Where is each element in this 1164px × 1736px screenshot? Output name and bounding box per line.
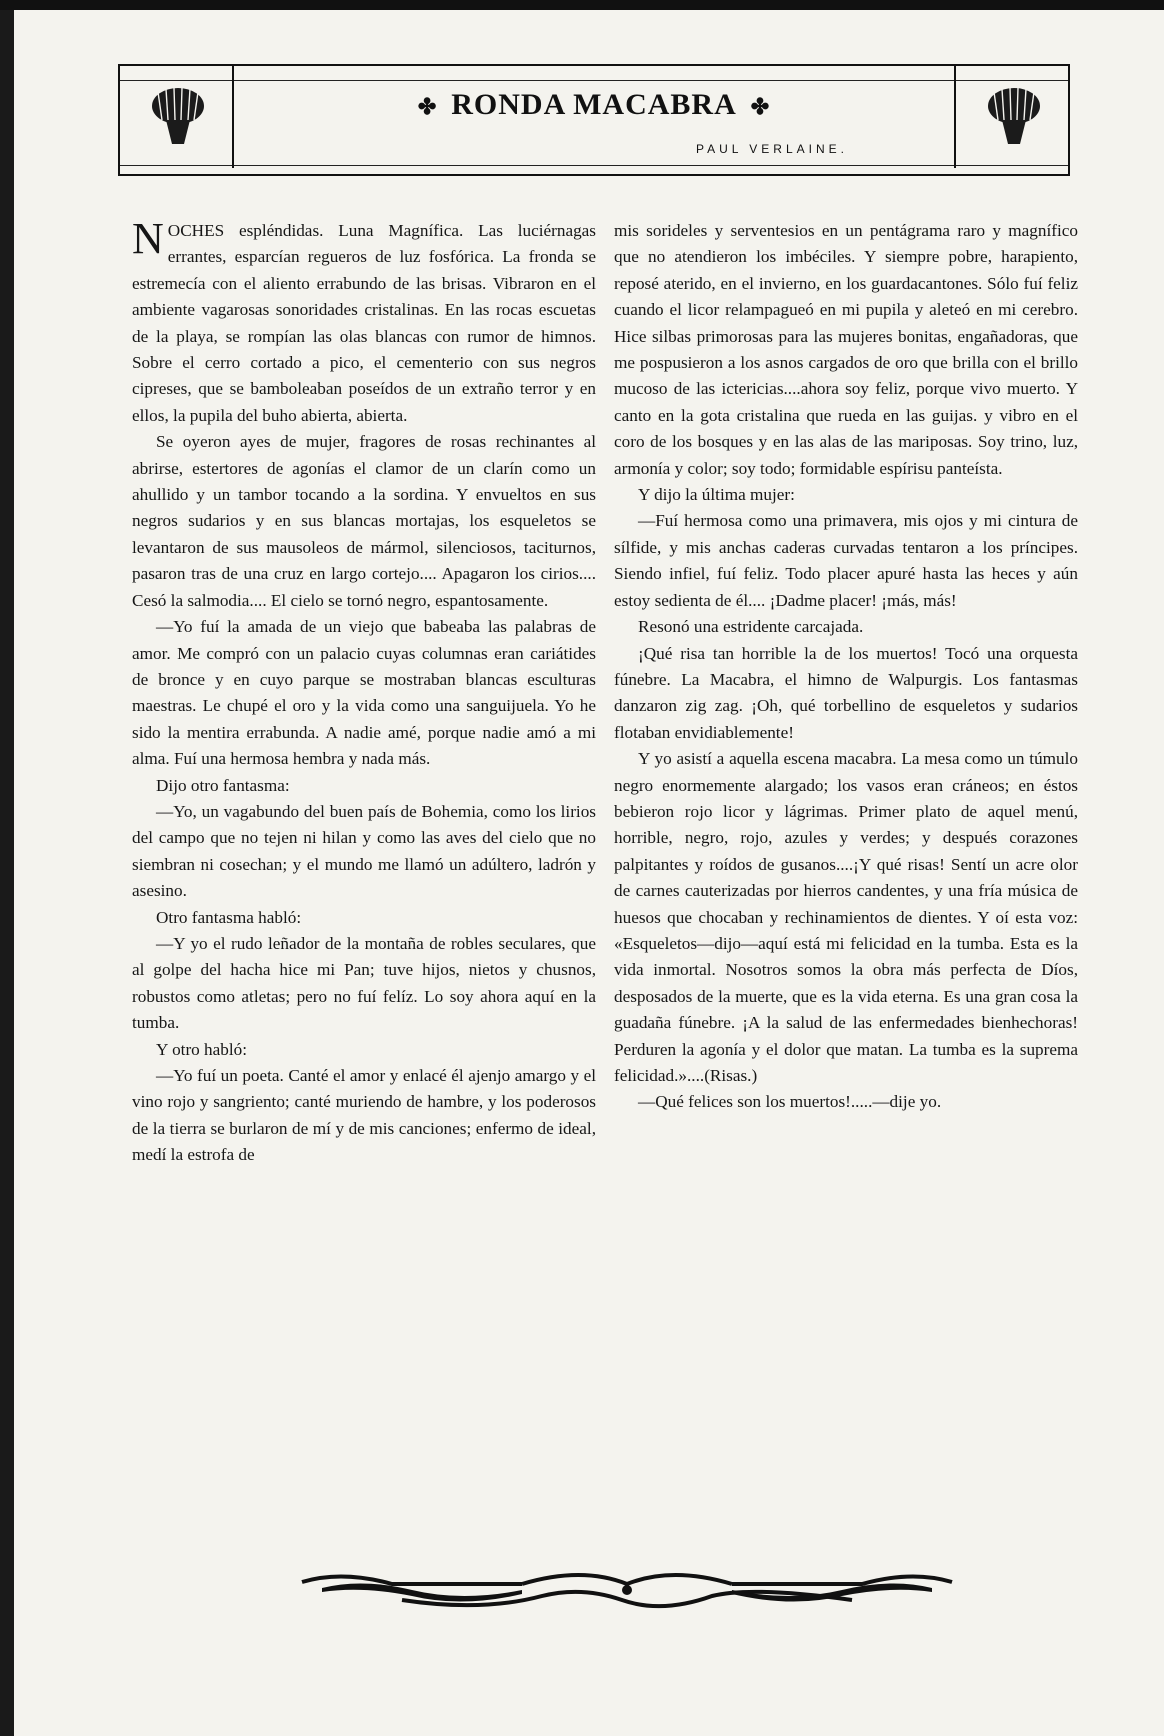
title-ornament-right-icon: ✤ [750, 94, 771, 120]
article-author: PAUL VERLAINE. [695, 142, 848, 156]
paragraph: Otro fantasma habló: [156, 907, 302, 927]
scroll-ornament-icon [282, 1560, 972, 1620]
paragraph: Y otro habló: [156, 1039, 248, 1059]
scan-top-edge [0, 0, 1164, 10]
paragraph: Resonó una estridente carcajada. [638, 617, 864, 637]
paragraph: NOCHES espléndidas. Luna Magnífica. Las luciérnagas errantes, esparcían regueros de luz fosfórica. La fronda se estremecía con el aliento errabundo de las brisas. Vibraron en el ambiente vagarosas sonoridades cristalinas. En las rocas escuetas de la playa, se rompían las olas blancas con rumor de himnos. Sobre el cerro cortado a pico, el cementerio con sus negros cipreses, que se bamboleaban poseídos de un extraño terror y en ellos, la pupila del buho abierta, abierta. [132, 214, 596, 425]
paragraph: mis sorideles y serventesios en un pentágrama raro y magnífico que no atendieron los imbéciles. Y siempre pobre, harapiento, reposé aterido, en el invierno, en los guardacantones. Sólo fuí feliz cuando el licor relampagueó en mi pupila y aleteó en mi cerebro. Hice silbas primorosas para las mujeres bonitas, engañadoras, que me pospusieron a los asnos cargados de oro que brilla con el brillo mucoso de las ictericias....ahora soy feliz, porque vivo muerto. Y canto en la gota cristalina que rueda en las guijas. y vibro en el coro de los bosques y en las alas de las mariposas. Soy trino, luz, armonía y color; soy todo; formidable espírisu panteísta. [614, 221, 1078, 478]
paragraph: —Yo, un vagabundo del buen país de Bohemia, como los lirios del campo que no tejen ni hilan y como las aves del cielo que no siembran ni cosechan; y el mundo me llamó un adúltero, ladrón y asesino. [132, 801, 596, 901]
paragraph: Se oyeron ayes de mujer, fragores de rosas rechinantes al abrirse, estertores de agonías el clamor de un clarín como un ahullido y un tambor tocando a la sordina. Y envueltos en sus negros sudarios y en sus blancas mortajas, los esqueletos se levantaron de sus mausoleos de mármol, silenciosos, taciturnos, pasaron tras de una cruz en largo cortejo.... Apagaron los cirios.... Cesó la salmodia.... El cielo se tornó negro, espantosamente. [132, 432, 596, 610]
paragraph: Y dijo la última mujer: [638, 485, 795, 505]
title-ornament-left-icon: ✤ [417, 94, 438, 120]
title-text: RONDA MACABRA [451, 88, 737, 121]
paragraph: —Yo fuí la amada de un viejo que babeaba las palabras de amor. Me compró con un palacio cuyas columnas eran cariátides de bronce y en cuyo parque se mostraban blancas esculturas maestras. Le chupé el oro y la vida como una sanguijuela. Yo he sido la mentira errabunda. A nadie amé, porque nadie amó a mi alma. Fuí una hermosa hembra y nada más. [132, 617, 596, 769]
paragraph: ¡Qué risa tan horrible la de los muertos! Tocó una orquesta fúnebre. La Macabra, el himno de Walpurgis. Los fantasmas danzaron zig zag. ¡Oh, qué torbellino de esqueletos y sudarios flotaban envidiablemente! [614, 643, 1078, 742]
drop-cap: N [132, 214, 164, 263]
right-column [614, 218, 1078, 1116]
paragraph: —Qué felices son los muertos!.....—dije yo. [638, 1092, 942, 1112]
paragraph: Dijo otro fantasma: [156, 775, 290, 795]
left-column [132, 214, 596, 1169]
paragraph: —Y yo el rudo leñador de la montaña de robles seculares, que al golpe del hacha hice mi Pan; tuve hijos, nietos y chusnos, robustos como atletas; pero no fuí felíz. Lo soy ahora aquí en la tumba. [132, 933, 596, 1033]
paragraph: Y yo asistí a aquella escena macabra. La mesa como un túmulo negro enormemente alargado; los vasos eran cráneos; en éstos bebieron rojo licor y lágrimas. Primer plato de aquel menú, horrible, negro, rojo, azules y verdes; y después corazones palpitantes y roídos de gusanos....¡Y qué risas! Sentí un acre olor de carnes cauterizadas por hierros candentes, y una fría música de huesos que chocaban y rechinamientos de dientes. Y oí esta voz: «Esqueletos—dijo—aquí está mi felicidad en la tumba. Esta es la vida inmortal. Nosotros somos la obra más perfecta de Díos, desposados de la muerte, que es la vida eterna. Es una gran cosa la guadaña fúnebre. ¡A la salud de las enfermedades bienhechoras! Perduren la agonía y el dolor que matan. La tumba es la suprema felicidad.»....(Risas.) [614, 749, 1078, 1085]
article-title [120, 88, 1068, 122]
paragraph: —Yo fuí un poeta. Canté el amor y enlacé él ajenjo amargo y el vino rojo y sangriento; canté muriendo de hambre, y los poderosos de la tierra se burlaron de mí y de mis canciones; enfermo de ideal, medí la estrofa de [132, 1066, 596, 1165]
article-header [118, 64, 1070, 176]
paragraph: —Fuí hermosa como una primavera, mis ojos y mi cintura de sílfide, y mis anchas caderas curvadas tentaron a los príncipes. Siendo infiel, fuí feliz. Todo placer apuré hasta las heces y aún estoy sedienta de él.... ¡Dadme placer! ¡más, más! [614, 511, 1078, 610]
